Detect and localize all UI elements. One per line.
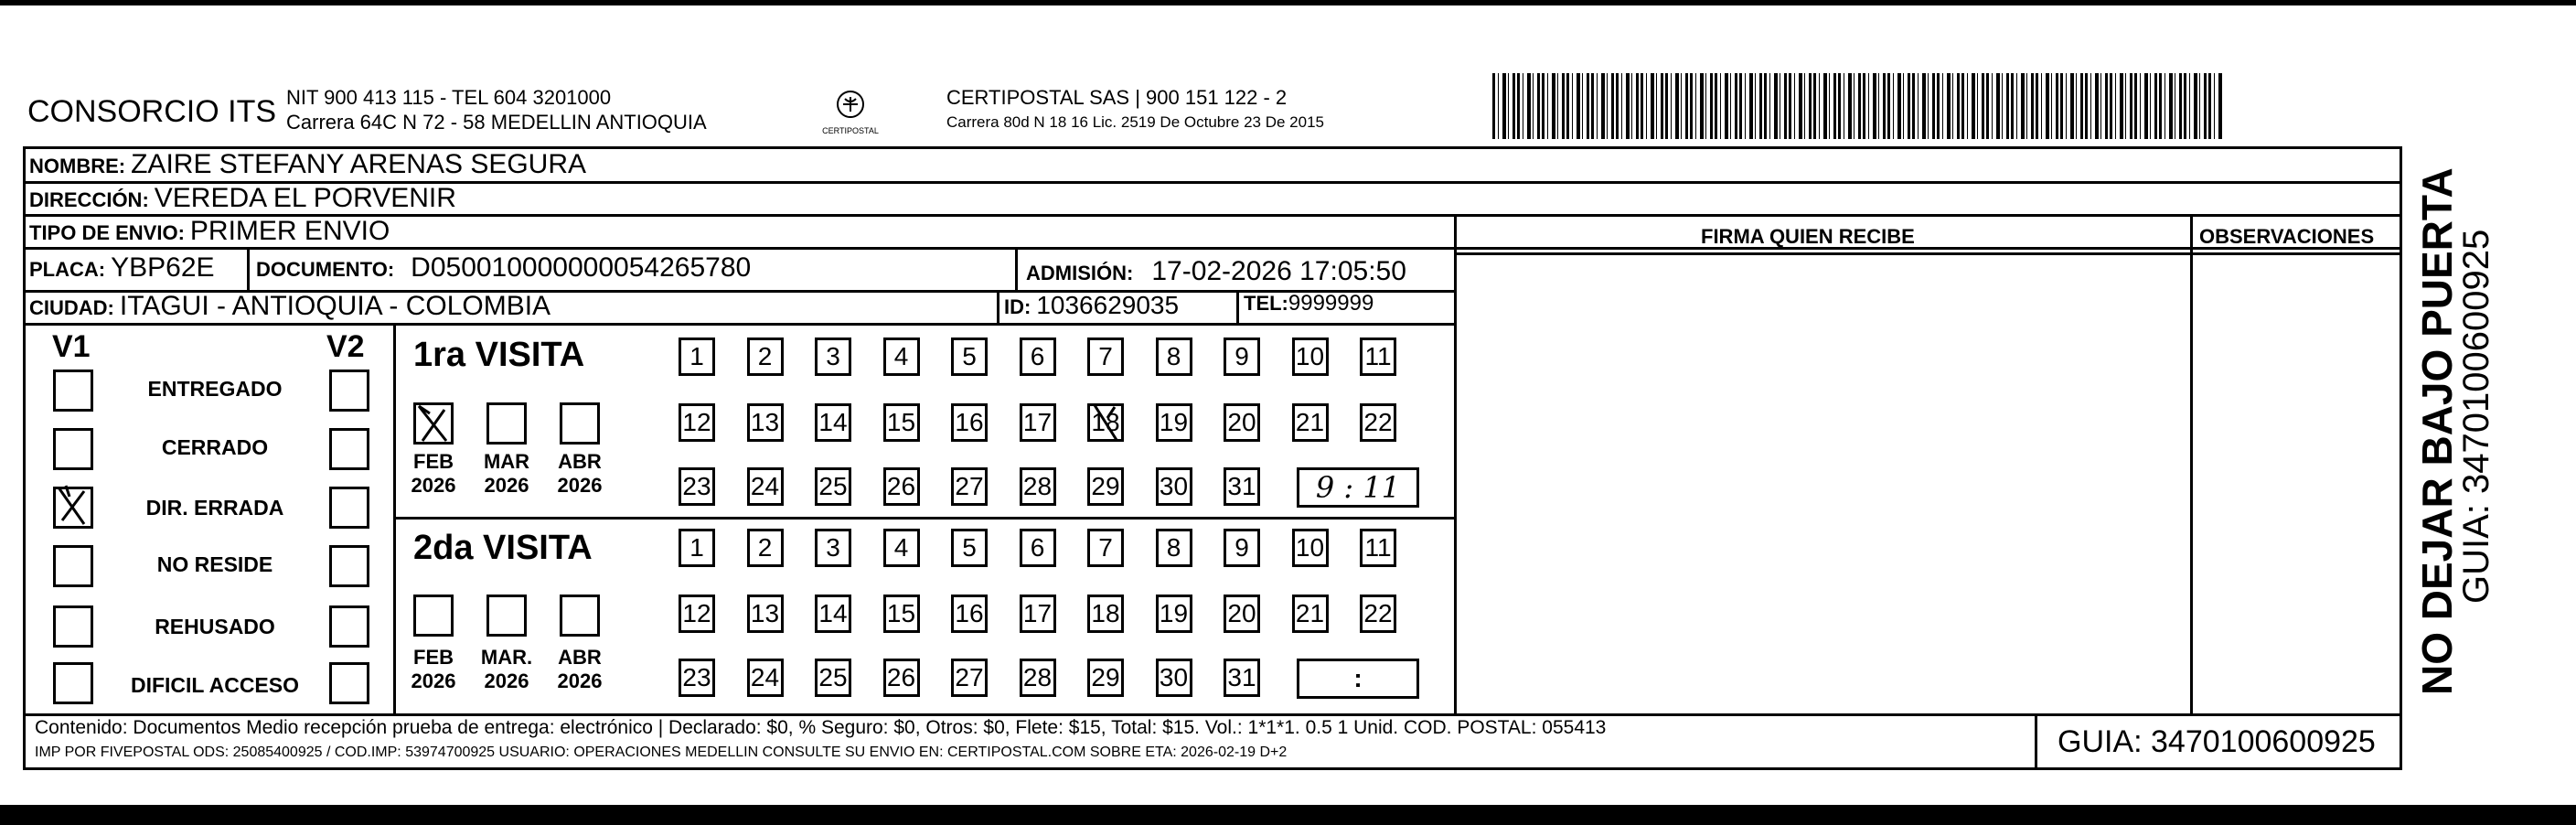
id-field [1004, 291, 1179, 320]
check-mark-icon [1087, 403, 1124, 442]
visit1-day-box[interactable]: 26 [883, 467, 920, 506]
rule [2035, 713, 2037, 770]
visit2-day-box[interactable]: 14 [815, 595, 851, 633]
visit2-day-box[interactable]: 22 [1360, 595, 1396, 633]
visit2-day-box[interactable]: 6 [1020, 529, 1056, 567]
month-label: ABR [558, 646, 602, 669]
visit1-day-box[interactable]: 11 [1360, 338, 1396, 376]
visit2-day-box[interactable]: 2 [747, 529, 784, 567]
tel-field [1244, 291, 1374, 316]
rule [1454, 214, 1457, 713]
ciudad-value: ITAGUI - ANTIOQUIA - COLOMBIA [119, 291, 551, 321]
visit1-abr-checkbox[interactable] [560, 402, 600, 445]
top-border [0, 0, 2576, 5]
rule [23, 713, 2402, 716]
footer-line2: IMP POR FIVEPOSTAL ODS: 25085400925 / COD.IMP: 53974700925 USUARIO: OPERACIONES MEDELLIN CONSULTE SU ENVIO EN: CERTIPOSTAL.COM SOBRE ETA: 2026-02-19 D+2 [35, 745, 1288, 760]
visit2-day-box[interactable]: 13 [747, 595, 784, 633]
admision-field [1026, 256, 1406, 287]
observaciones-header: OBSERVACIONES [2199, 225, 2375, 248]
visit2-day-box[interactable]: 23 [679, 659, 715, 697]
visit2-month-abr [552, 646, 607, 693]
v2-dir-errada-checkbox[interactable] [329, 487, 369, 529]
v1-header: V1 [52, 329, 91, 364]
year-label: 2026 [411, 670, 456, 692]
visit2-day-box[interactable]: 9 [1224, 529, 1260, 567]
id-value: 1036629035 [1036, 291, 1180, 319]
year-label: 2026 [557, 670, 603, 692]
certipostal-address: Carrera 80d N 18 16 Lic. 2519 De Octubre 23 De 2015 [946, 113, 1324, 131]
v2-cerrado-checkbox[interactable] [329, 428, 369, 470]
visit1-day-box[interactable]: 20 [1224, 403, 1260, 442]
year-label: 2026 [484, 670, 529, 692]
visit1-day-box[interactable]: 22 [1360, 403, 1396, 442]
visit2-day-box[interactable]: 19 [1156, 595, 1192, 633]
ciudad-field [29, 291, 550, 322]
visit1-title: 1ra VISITA [413, 336, 585, 374]
visit2-time-field[interactable]: : [1297, 659, 1419, 699]
admision-label: ADMISIÓN: [1026, 262, 1134, 284]
visit2-day-box[interactable]: 17 [1020, 595, 1056, 633]
placa-value: YBP62E [111, 252, 215, 283]
visit2-day-box[interactable]: 31 [1224, 659, 1260, 697]
side-warning: NO DEJAR BAJO PUERTA [2413, 167, 2461, 695]
v1-entregado-checkbox[interactable] [53, 370, 93, 412]
company-address: Carrera 64C N 72 - 58 MEDELLIN ANTIOQUIA [286, 111, 707, 134]
tipo-envio-value: PRIMER ENVIO [189, 216, 390, 246]
tel-value: 9999999 [1288, 291, 1374, 316]
visit1-day-box[interactable]: 8 [1156, 338, 1192, 376]
year-label: 2026 [557, 474, 603, 497]
tel-label: TEL: [1244, 292, 1288, 315]
v1-no-reside-checkbox[interactable] [53, 545, 93, 587]
check-mark-icon [53, 484, 93, 530]
visit1-day-box[interactable]: 30 [1156, 467, 1192, 506]
year-label: 2026 [411, 474, 456, 497]
rule [1236, 290, 1239, 323]
visit1-day-box[interactable]: 13 [747, 403, 784, 442]
visit1-day-box[interactable]: 19 [1156, 403, 1192, 442]
month-label: MAR [483, 450, 530, 473]
visit1-day-box[interactable]: 10 [1292, 338, 1329, 376]
certipostal-name: CERTIPOSTAL SAS | 900 151 122 - 2 [946, 86, 1288, 109]
check-mark-icon [413, 402, 454, 445]
visit2-day-box[interactable]: 3 [815, 529, 851, 567]
visit2-day-box[interactable]: 11 [1360, 529, 1396, 567]
visit2-mar-checkbox[interactable] [486, 595, 527, 637]
status-dir-errada-label: DIR. ERRADA [145, 496, 284, 520]
visit2-day-box[interactable]: 26 [883, 659, 920, 697]
visit1-day-box[interactable]: 21 [1292, 403, 1329, 442]
documento-field [256, 252, 751, 284]
v2-header: V2 [326, 329, 365, 364]
visit1-day-box[interactable]: 29 [1087, 467, 1124, 506]
visit1-day-box[interactable]: 31 [1224, 467, 1260, 506]
documento-label: DOCUMENTO: [256, 258, 395, 281]
visit2-day-box[interactable]: 21 [1292, 595, 1329, 633]
visit1-day-box[interactable]: 6 [1020, 338, 1056, 376]
visit1-day-box[interactable]: 5 [951, 338, 988, 376]
ciudad-label: CIUDAD: [29, 296, 114, 319]
visit2-day-box[interactable]: 5 [951, 529, 988, 567]
tipo-envio-field [29, 216, 390, 247]
direccion-label: DIRECCIÓN: [29, 188, 149, 211]
documento-value: D050010000000054265780 [411, 252, 752, 283]
visit1-day-box[interactable]: 25 [815, 467, 851, 506]
month-label: MAR. [480, 646, 533, 669]
certipostal-logo [814, 84, 887, 139]
visit2-day-box[interactable]: 4 [883, 529, 920, 567]
placa-field [29, 252, 215, 284]
visit1-mar-checkbox[interactable] [486, 402, 527, 445]
rule [23, 247, 2402, 250]
visit1-day-box[interactable]: 4 [883, 338, 920, 376]
bottom-border [0, 805, 2576, 825]
id-label: ID: [1004, 295, 1031, 318]
nombre-value: ZAIRE STEFANY ARENAS SEGURA [131, 149, 587, 179]
month-label: FEB [413, 646, 454, 669]
visit1-time-field[interactable]: 9 : 11 [1297, 467, 1419, 508]
month-label: ABR [558, 450, 602, 473]
nombre-label: NOMBRE: [29, 155, 126, 177]
status-no-reside-label: NO RESIDE [156, 552, 273, 576]
visit2-day-box[interactable]: 27 [951, 659, 988, 697]
visit2-day-box[interactable]: 8 [1156, 529, 1192, 567]
direccion-value: VEREDA EL PORVENIR [154, 183, 456, 213]
visit1-day-box[interactable]: 12 [679, 403, 715, 442]
v1-cerrado-checkbox[interactable] [53, 428, 93, 470]
rule [393, 517, 1454, 520]
visit2-day-box[interactable]: 25 [815, 659, 851, 697]
visit2-day-box[interactable]: 18 [1087, 595, 1124, 633]
v2-no-reside-checkbox[interactable] [329, 545, 369, 587]
visit1-month-mar [479, 450, 534, 498]
visit2-day-box[interactable]: 30 [1156, 659, 1192, 697]
company-name: CONSORCIO ITS [27, 94, 277, 129]
visit1-day-box[interactable]: 17 [1020, 403, 1056, 442]
visit1-day-box[interactable]: 24 [747, 467, 784, 506]
visit1-day-box[interactable]: 1 [679, 338, 715, 376]
rule [2190, 214, 2193, 713]
visit1-day-box[interactable]: 18 [1087, 403, 1124, 442]
firma-header: FIRMA QUIEN RECIBE [1701, 225, 1915, 248]
v1-dir-errada-checkbox[interactable] [53, 487, 93, 529]
year-label: 2026 [484, 474, 529, 497]
nombre-field [29, 149, 586, 180]
visit1-day-box[interactable]: 15 [883, 403, 920, 442]
rule [997, 290, 999, 323]
visit2-day-box[interactable]: 24 [747, 659, 784, 697]
visit1-day-box[interactable]: 27 [951, 467, 988, 506]
visit2-feb-checkbox[interactable] [413, 595, 454, 637]
v2-rehusado-checkbox[interactable] [329, 605, 369, 648]
visit2-day-box[interactable]: 1 [679, 529, 715, 567]
tipo-envio-label: TIPO DE ENVIO: [29, 221, 185, 244]
footer-line1: Contenido: Documentos Medio recepción prueba de entrega: electrónico | Declarado: $0, % Seguro: $0, Otros: $0, Flete: $15, Total: $15. Vol.: 1*1*1. 0.5 1 Unid. COD. POSTAL: 055413 [35, 717, 1607, 738]
v2-entregado-checkbox[interactable] [329, 370, 369, 412]
visit1-day-box[interactable]: 16 [951, 403, 988, 442]
visit2-day-box[interactable]: 7 [1087, 529, 1124, 567]
month-label: FEB [413, 450, 454, 473]
rule [23, 323, 1454, 326]
v1-rehusado-checkbox[interactable] [53, 605, 93, 648]
status-rehusado-label: REHUSADO [155, 615, 275, 638]
direccion-field [29, 183, 456, 214]
visit2-day-box[interactable]: 16 [951, 595, 988, 633]
visit2-day-box[interactable]: 15 [883, 595, 920, 633]
visit1-day-box[interactable]: 14 [815, 403, 851, 442]
visit2-day-box[interactable]: 20 [1224, 595, 1260, 633]
visit1-day-box[interactable]: 23 [679, 467, 715, 506]
rule [1454, 252, 2402, 255]
rule [247, 247, 250, 290]
rule [1015, 247, 1018, 290]
side-guia: GUIA: 3470100600925 [2456, 229, 2496, 604]
visit1-day-box[interactable]: 3 [815, 338, 851, 376]
status-cerrado-label: CERRADO [161, 435, 269, 459]
footer-guia: GUIA: 3470100600925 [2058, 724, 2376, 759]
visit1-day-box[interactable]: 9 [1224, 338, 1260, 376]
visit2-day-box[interactable]: 29 [1087, 659, 1124, 697]
barcode [1492, 73, 2224, 139]
visit2-month-feb [406, 646, 461, 693]
company-nit: NIT 900 413 115 - TEL 604 3201000 [286, 86, 612, 109]
admision-value: 17-02-2026 17:05:50 [1151, 256, 1406, 286]
visit2-day-box[interactable]: 10 [1292, 529, 1329, 567]
placa-label: PLACA: [29, 258, 106, 281]
status-dificil-acceso-label: DIFICIL ACCESO [130, 673, 299, 697]
visit1-day-box[interactable]: 2 [747, 338, 784, 376]
visit2-day-box[interactable]: 12 [679, 595, 715, 633]
visit1-feb-checkbox[interactable] [413, 402, 454, 445]
visit2-day-box[interactable]: 28 [1020, 659, 1056, 697]
visit1-month-abr [552, 450, 607, 498]
logo-text: CERTIPOSTAL [822, 126, 879, 135]
visit2-month-mar [479, 646, 534, 693]
visit2-title: 2da VISITA [413, 529, 593, 567]
visit1-day-box[interactable]: 28 [1020, 467, 1056, 506]
v1-dificil-acceso-checkbox[interactable] [53, 662, 93, 704]
visit1-day-box[interactable]: 7 [1087, 338, 1124, 376]
status-entregado-label: ENTREGADO [147, 377, 283, 401]
v2-dificil-acceso-checkbox[interactable] [329, 662, 369, 704]
visit1-month-feb [406, 450, 461, 498]
visit2-abr-checkbox[interactable] [560, 595, 600, 637]
